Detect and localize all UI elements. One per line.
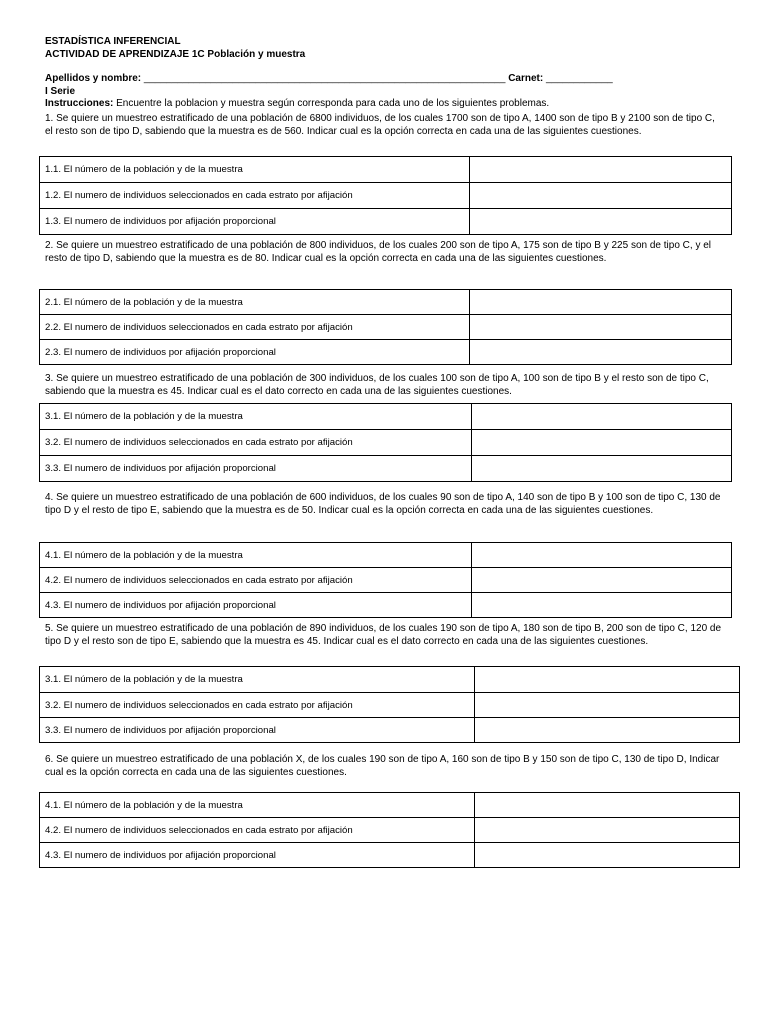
answer-cell[interactable] — [472, 404, 732, 430]
problem-4-text: 4. Se quiere un muestreo estratificado de una población de 600 individuos, de los cuales 90 son de tipo A, 140 son de tipo B y 100 son de tipo C, 130 de tipo D y el resto de tipo E, sabiendo que la muestra es de 50. Indicar cual es la opción correcta en cada una de las siguientes cuestiones. — [45, 492, 721, 516]
table-row — [40, 818, 740, 843]
question-cell: 2.3. El numero de individuos por afijación proporcional — [40, 340, 470, 365]
answer-cell[interactable] — [475, 793, 740, 818]
problem-4-table — [39, 542, 732, 618]
question-cell: 2.1. El número de la población y de la muestra — [40, 290, 470, 315]
question-cell: 4.3. El numero de individuos por afijación proporcional — [40, 593, 472, 618]
table-row — [40, 693, 740, 718]
answer-cell[interactable] — [472, 430, 732, 456]
question-cell: 4.1. El número de la población y de la muestra — [40, 793, 475, 818]
answer-cell[interactable] — [470, 315, 732, 340]
problem-5-text: 5. Se quiere un muestreo estratificado de una población de 890 individuos, de los cuales 190 son de tipo A, 180 son de tipo B, 200 son de tipo C, 120 de tipo D y el resto son de tipo E, sabiendo que la muestra es 45. Indicar cual es el dato correcto en cada una de las siguientes cuestiones. — [45, 623, 722, 647]
table-row — [40, 209, 732, 235]
answer-cell[interactable] — [472, 456, 732, 482]
problem-2-text: 2. Se quiere un muestreo estratificado de una población de 800 individuos, de los cuales 200 son de tipo A, 175 son de tipo B y 225 son de tipo C, y el resto de tipo D, sabiendo que la muestra es de 80. Indicar cual es la opción correcta en cada una de las siguientes cuestiones. — [45, 240, 712, 264]
table-row — [40, 593, 732, 618]
question-cell: 4.1. El número de la población y de la muestra — [40, 543, 472, 568]
table-row — [40, 315, 732, 340]
carnet-blank: ____________ — [545, 73, 613, 84]
answer-cell[interactable] — [472, 543, 732, 568]
table-row — [40, 404, 732, 430]
question-cell: 4.2. El numero de individuos seleccionados en cada estrato por afijación — [40, 568, 472, 593]
instructions-text: Encuentre la poblacion y muestra según corresponda para cada uno de los siguientes problemas. — [116, 98, 550, 109]
carnet-label: Carnet: — [508, 73, 544, 84]
table-row — [40, 183, 732, 209]
table-row — [40, 543, 732, 568]
answer-cell[interactable] — [470, 209, 732, 235]
answer-cell[interactable] — [470, 157, 732, 183]
activity-title: ACTIVIDAD DE APRENDIZAJE 1C Población y muestra — [45, 48, 306, 60]
problem-2-table — [39, 289, 732, 365]
problem-6-text: 6. Se quiere un muestreo estratificado de una población X, de los cuales 190 son de tipo A, 160 son de tipo B y 150 son de tipo C, 130 de tipo D, Indicar cual es la opción correcta en cada una de las siguientes cuestiones. — [45, 754, 720, 778]
question-cell: 4.3. El numero de individuos por afijación proporcional — [40, 843, 475, 868]
table-row — [40, 667, 740, 693]
answer-cell[interactable] — [472, 568, 732, 593]
answer-cell[interactable] — [472, 593, 732, 618]
table-row — [40, 843, 740, 868]
table-row — [40, 157, 732, 183]
name-line — [45, 73, 725, 86]
serie-label: I Serie — [45, 85, 76, 97]
answer-cell[interactable] — [475, 818, 740, 843]
question-cell: 3.3. El numero de individuos por afijación proporcional — [40, 718, 475, 743]
table-row — [40, 290, 732, 315]
question-cell: 1.1. El número de la población y de la muestra — [40, 157, 470, 183]
answer-cell[interactable] — [475, 843, 740, 868]
table-row — [40, 340, 732, 365]
question-cell: 3.2. El numero de individuos seleccionados en cada estrato por afijación — [40, 430, 472, 456]
question-cell: 3.1. El número de la población y de la muestra — [40, 404, 472, 430]
answer-cell[interactable] — [475, 718, 740, 743]
answer-cell[interactable] — [475, 667, 740, 693]
problem-3-table — [39, 403, 732, 482]
course-title: ESTADÍSTICA INFERENCIAL — [45, 36, 181, 47]
question-cell: 1.3. El numero de individuos por afijación proporcional — [40, 209, 470, 235]
instructions — [45, 98, 725, 111]
instructions-label: Instrucciones: — [45, 98, 114, 109]
answer-cell[interactable] — [470, 340, 732, 365]
table-row — [40, 793, 740, 818]
document-page — [45, 36, 725, 111]
answer-cell[interactable] — [470, 290, 732, 315]
question-cell: 4.2. El numero de individuos seleccionados en cada estrato por afijación — [40, 818, 475, 843]
problem-6-table — [39, 792, 740, 868]
question-cell: 3.2. El numero de individuos seleccionados en cada estrato por afijación — [40, 693, 475, 718]
table-row — [40, 718, 740, 743]
question-cell: 2.2. El numero de individuos seleccionados en cada estrato por afijación — [40, 315, 470, 340]
name-label: Apellidos y nombre: — [45, 73, 142, 84]
table-row — [40, 568, 732, 593]
problem-5-table — [39, 666, 740, 743]
question-cell: 1.2. El numero de individuos seleccionados en cada estrato por afijación — [40, 183, 470, 209]
problem-1-text: 1. Se quiere un muestreo estratificado de una población de 6800 individuos, de los cuales 1700 son de tipo A, 1400 son de tipo B y 2100 son de tipo C, el resto son de tipo D, sabiendo que la muestra es de 560. Indicar cual es la opción correcta en cada una de las siguientes cuestiones. — [45, 113, 715, 137]
answer-cell[interactable] — [470, 183, 732, 209]
question-cell: 3.3. El numero de individuos por afijación proporcional — [40, 456, 472, 482]
question-cell: 3.1. El número de la población y de la muestra — [40, 667, 475, 693]
problem-1-table — [39, 156, 732, 235]
problem-3-text: 3. Se quiere un muestreo estratificado de una población de 300 individuos, de los cuales 100 son de tipo A, 100 son de tipo B y el resto son de tipo C, sabiendo que la muestra es 45. Indicar cual es el dato correcto en cada una de las siguientes cuestiones. — [45, 373, 709, 397]
answer-cell[interactable] — [475, 693, 740, 718]
table-row — [40, 430, 732, 456]
table-row — [40, 456, 732, 482]
name-blank: _________________________________________________________________ — [143, 73, 506, 84]
